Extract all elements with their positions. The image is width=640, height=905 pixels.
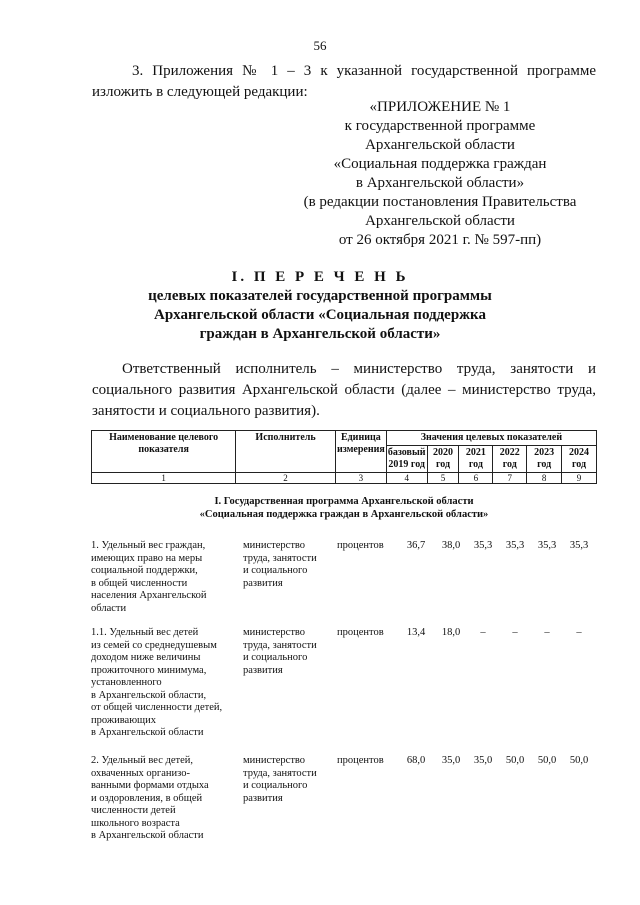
column-number: 5 [427, 473, 459, 484]
indicators-table-header [91, 430, 597, 484]
column-number: 8 [527, 473, 562, 484]
row-name-line: школьного возраста [91, 817, 180, 829]
row-executor-line: и социального [243, 565, 308, 576]
column-number: 7 [493, 473, 527, 484]
responsible-executor-paragraph: Ответственный исполнитель – министерство труда, занятости и социального развития Архангельской области (далее – министерство труда, занятости и социального развития). [92, 361, 596, 419]
row-value-cell: – [480, 627, 486, 638]
row-executor-line: министерство [243, 627, 306, 638]
row-executor-line: труда, занятости [243, 552, 317, 564]
row-value-cell: 35,0 [441, 755, 461, 766]
row-name-line: проживающих [91, 714, 157, 726]
row-name-line: и оздоровления, в общей [91, 792, 203, 804]
header-year: базовый 2019 год [386, 446, 427, 473]
column-number: 1 [92, 473, 236, 484]
header-values-group: Значения целевых показателей [386, 431, 596, 446]
header-name: Наименование целевого показателя [92, 431, 236, 473]
column-number: 3 [335, 473, 386, 484]
row-name-line: 1.1. Удельный вес детей [91, 627, 199, 638]
row-value-cell: 68,0 [406, 755, 426, 766]
row-value-cell: 50,0 [537, 755, 557, 766]
row-name-line: населения Архангельской [91, 590, 207, 601]
row-name-line: установленного [91, 677, 162, 688]
appendix-line: «Социальная поддержка граждан [333, 156, 547, 172]
row-unit-cell: процентов [337, 755, 384, 766]
row-value-cell: 35,0 [473, 755, 493, 766]
column-number: 6 [459, 473, 493, 484]
row-name-line: доходом ниже величины [91, 652, 201, 663]
row-executor-line: труда, занятости [243, 767, 317, 779]
row-value-cell: 35,3 [473, 540, 493, 551]
section-heading-line: I. Государственная программа Архангельской области [214, 496, 474, 507]
appendix-line: «ПРИЛОЖЕНИЕ № 1 [369, 99, 511, 115]
column-number: 9 [562, 473, 597, 484]
row-name-line: в общей численности [91, 577, 188, 589]
row-value-cell: 35,3 [505, 540, 525, 551]
page-number: 56 [313, 38, 327, 53]
row-executor-cell [243, 755, 333, 805]
row-value-cell: – [512, 627, 518, 638]
row-value-cell: 38,0 [441, 540, 461, 551]
column-number: 4 [386, 473, 427, 484]
row-executor-line: и социального [243, 652, 308, 663]
title-line: граждан в Архангельской области» [199, 326, 441, 342]
row-executor-cell [243, 627, 333, 677]
row-unit-cell: процентов [337, 540, 384, 551]
column-number: 2 [236, 473, 336, 484]
row-executor-line: министерство [243, 540, 306, 551]
appendix-line: (в редакции постановления Правительства [303, 194, 577, 210]
section-heading [91, 495, 597, 521]
intro-paragraph: 3. Приложения № 1 – 3 к указанной государственной программе изложить в следующей редакции: [92, 63, 596, 100]
row-executor-cell [243, 540, 333, 590]
title-line: I. П Е Р Е Ч Е Н Ь [231, 269, 409, 285]
header-executor: Исполнитель [236, 431, 336, 473]
appendix-line: от 26 октября 2021 г. № 597-пп) [338, 232, 542, 248]
row-executor-line: развития [243, 664, 283, 676]
row-value-cell: 18,0 [441, 627, 461, 638]
appendix-line: Архангельской области [365, 213, 515, 229]
appendix-line: к государственной программе [344, 118, 536, 134]
row-value-cell: 35,3 [537, 540, 557, 551]
row-value-cell: 50,0 [569, 755, 589, 766]
header-year: 2024 год [562, 446, 597, 473]
row-name-cell [91, 755, 241, 843]
header-unit: Единица измерения [335, 431, 386, 473]
row-executor-line: министерство [243, 755, 306, 766]
row-name-line: имеющих право на меры [91, 552, 203, 564]
appendix-caption [290, 98, 590, 250]
header-year: 2021 год [459, 446, 493, 473]
row-name-line: области [91, 602, 127, 614]
row-name-line: 1. Удельный вес граждан, [91, 540, 206, 551]
row-name-line: от общей численности детей, [91, 702, 223, 713]
row-name-line: прожиточного минимума, [91, 664, 207, 676]
row-name-line: численности детей [91, 805, 176, 816]
row-name-line: из семей со среднедушевым [91, 639, 217, 651]
row-value-cell: 36,7 [406, 540, 426, 551]
row-value-cell: 13,4 [406, 627, 426, 638]
header-year: 2022 год [493, 446, 527, 473]
appendix-line: в Архангельской области» [355, 175, 525, 191]
row-unit-cell: процентов [337, 627, 384, 638]
document-title [0, 268, 640, 344]
header-year: 2020 год [427, 446, 459, 473]
row-executor-line: развития [243, 577, 283, 589]
row-name-line: в Архангельской области [91, 727, 204, 738]
row-value-cell: 50,0 [505, 755, 525, 766]
row-name-line: в Архангельской области, [91, 689, 207, 701]
row-name-line: в Архангельской области [91, 830, 204, 841]
row-name-line: охваченных организо- [91, 767, 190, 779]
header-year: 2023 год [527, 446, 562, 473]
title-line: Архангельской области «Социальная поддержка [154, 307, 486, 323]
row-name-cell [91, 627, 241, 740]
row-value-cell: – [544, 627, 550, 638]
row-value-cell: – [576, 627, 582, 638]
section-heading-line: «Социальная поддержка граждан в Архангельской области» [199, 509, 489, 520]
row-value-cell: 35,3 [569, 540, 589, 551]
row-name-line: 2. Удельный вес детей, [91, 755, 194, 766]
row-name-line: социальной поддержки, [91, 565, 198, 576]
row-executor-line: труда, занятости [243, 639, 317, 651]
row-executor-line: развития [243, 792, 283, 804]
row-name-cell [91, 540, 241, 615]
row-executor-line: и социального [243, 780, 308, 791]
appendix-line: Архангельской области [365, 137, 515, 153]
title-line: целевых показателей государственной программы [148, 288, 492, 304]
row-name-line: ванными формами отдыха [91, 780, 209, 791]
